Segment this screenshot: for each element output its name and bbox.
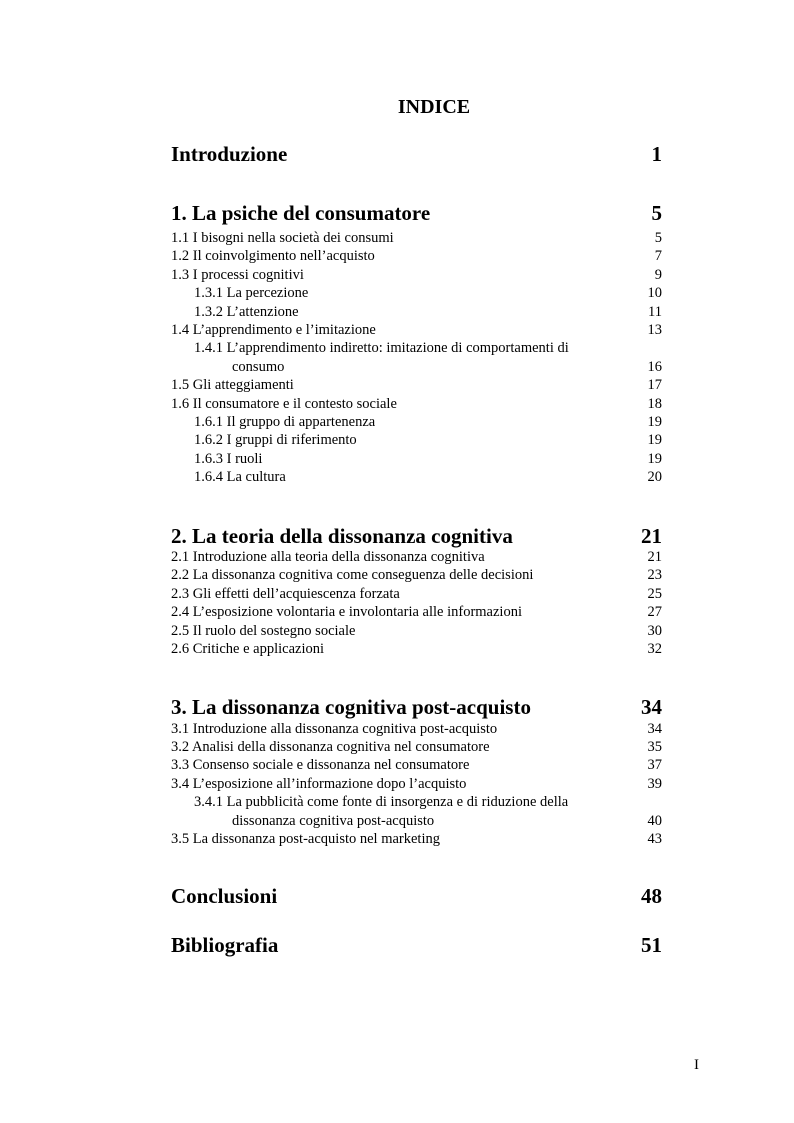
toc-entry[interactable]: 1.6.4 La cultura 20	[194, 469, 662, 485]
toc-entry-wrapped[interactable]: 1.4.1 L’apprendimento indiretto: imitazione di comportamenti di	[194, 340, 569, 356]
toc-entry[interactable]: 3.3 Consenso sociale e dissonanza nel consumatore 37	[171, 757, 662, 773]
toc-entry[interactable]: 1.5 Gli atteggiamenti 17	[171, 377, 662, 393]
toc-entry[interactable]: 3.1 Introduzione alla dissonanza cognitiva post-acquisto 34	[171, 721, 662, 737]
toc-entry[interactable]: 3.5 La dissonanza post-acquisto nel marketing 43	[171, 831, 662, 847]
toc-entry[interactable]: dissonanza cognitiva post-acquisto 40	[232, 813, 662, 829]
toc-entry[interactable]: 1.3.2 L’attenzione 11	[194, 304, 662, 320]
toc-entry[interactable]: 2.2 La dissonanza cognitiva come conseguenza delle decisioni 23	[171, 567, 662, 583]
toc-heading-chapter-3[interactable]: 3. La dissonanza cognitiva post-acquisto 34	[171, 695, 662, 719]
toc-entry[interactable]: 1.3.1 La percezione 10	[194, 285, 662, 301]
toc-entry[interactable]: 3.4 L’esposizione all’informazione dopo l’acquisto 39	[171, 776, 662, 792]
toc-entry[interactable]: 1.6.3 I ruoli 19	[194, 451, 662, 467]
toc-entry[interactable]: 1.1 I bisogni nella società dei consumi 5	[171, 230, 662, 246]
toc-entry-wrapped[interactable]: 3.4.1 La pubblicità come fonte di insorgenza e di riduzione della	[194, 794, 569, 810]
toc-entry[interactable]: consumo 16	[232, 359, 662, 375]
toc-heading-chapter-2[interactable]: 2. La teoria della dissonanza cognitiva 21	[171, 524, 662, 548]
toc-entry[interactable]: 1.6.1 Il gruppo di appartenenza 19	[194, 414, 662, 430]
toc-entry[interactable]: 1.6 Il consumatore e il contesto sociale 18	[171, 396, 662, 412]
toc-entry[interactable]: 2.1 Introduzione alla teoria della dissonanza cognitiva 21	[171, 549, 662, 565]
toc-heading-bibliography[interactable]: Bibliografia 51	[171, 933, 662, 957]
toc-entry[interactable]: 1.2 Il coinvolgimento nell’acquisto 7	[171, 248, 662, 264]
toc-entry[interactable]: 2.3 Gli effetti dell’acquiescenza forzata 25	[171, 586, 662, 602]
toc-heading-chapter-1[interactable]: 1. La psiche del consumatore 5	[171, 201, 662, 225]
toc-entry[interactable]: 1.6.2 I gruppi di riferimento 19	[194, 432, 662, 448]
toc-entry[interactable]: 2.6 Critiche e applicazioni 32	[171, 641, 662, 657]
page-number: I	[694, 1057, 699, 1073]
page-title: INDICE	[397, 96, 471, 118]
toc-heading-introduction[interactable]: Introduzione 1	[171, 142, 662, 166]
toc-entry[interactable]: 1.4 L’apprendimento e l’imitazione 13	[171, 322, 662, 338]
toc-entry[interactable]: 2.4 L’esposizione volontaria e involontaria alle informazioni 27	[171, 604, 662, 620]
toc-heading-conclusions[interactable]: Conclusioni 48	[171, 884, 662, 908]
toc-entry[interactable]: 2.5 Il ruolo del sostegno sociale 30	[171, 623, 662, 639]
toc-entry[interactable]: 3.2 Analisi della dissonanza cognitiva nel consumatore 35	[171, 739, 662, 755]
toc-entry[interactable]: 1.3 I processi cognitivi 9	[171, 267, 662, 283]
